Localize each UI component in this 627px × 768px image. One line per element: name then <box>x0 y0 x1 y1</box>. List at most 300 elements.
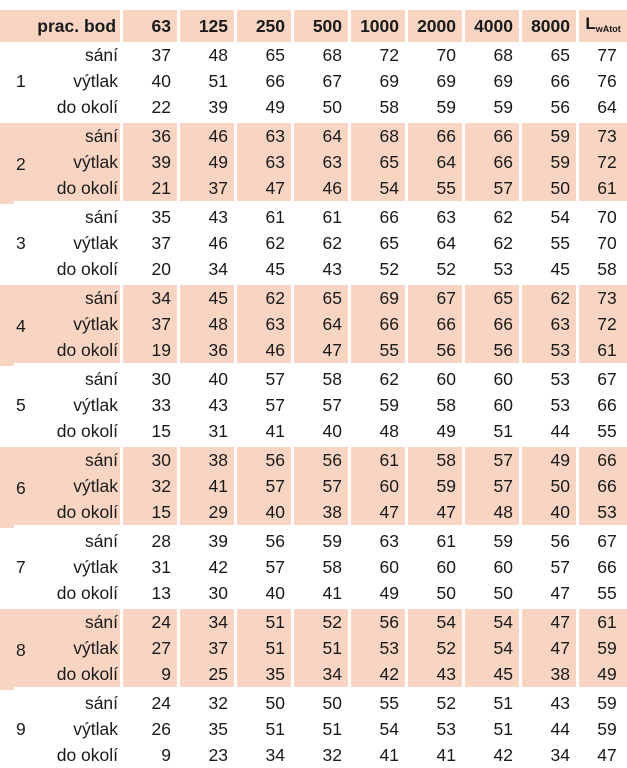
table-row <box>0 661 627 690</box>
band-level-4000: 56 <box>462 337 519 366</box>
band-level-63: 24 <box>120 606 177 635</box>
band-level-500: 32 <box>291 742 348 768</box>
band-level-250: 46 <box>234 337 291 366</box>
band-level-2000: 66 <box>405 311 462 337</box>
measurement-point-group-6 <box>0 444 627 528</box>
band-level-250: 50 <box>234 690 291 716</box>
header-band-1000: 1000 <box>348 10 405 42</box>
measurement-mode: výtlak <box>73 395 119 415</box>
band-level-63: 36 <box>120 120 177 149</box>
band-level-1000: 49 <box>348 580 405 606</box>
table-row <box>0 635 627 661</box>
measurement-point-group-9 <box>0 690 627 768</box>
table-row <box>0 742 627 768</box>
band-level-250: 63 <box>234 149 291 175</box>
band-level-500: 47 <box>291 337 348 366</box>
measurement-mode: výtlak <box>73 719 119 739</box>
band-level-250: 63 <box>234 311 291 337</box>
measurement-point-number: 3 <box>16 233 26 253</box>
band-level-125: 48 <box>177 311 234 337</box>
band-level-2000: 41 <box>405 742 462 768</box>
band-level-8000: 62 <box>519 282 576 311</box>
band-level-250: 56 <box>234 528 291 554</box>
band-level-250: 65 <box>234 42 291 68</box>
band-level-4000: 51 <box>462 716 519 742</box>
band-level-125: 41 <box>177 473 234 499</box>
band-level-4000: 48 <box>462 499 519 528</box>
measurement-mode: výtlak <box>14 635 120 661</box>
band-level-63: 33 <box>120 392 177 418</box>
total-level: 59 <box>576 690 627 716</box>
band-level-4000: 60 <box>462 392 519 418</box>
band-level-2000: 60 <box>405 366 462 392</box>
band-level-2000: 55 <box>405 175 462 204</box>
measurement-mode: výtlak <box>14 149 120 175</box>
total-level: 77 <box>576 42 627 68</box>
band-level-250: 51 <box>234 606 291 635</box>
band-level-2000: 52 <box>405 256 462 282</box>
measurement-point-group-3 <box>0 204 627 282</box>
band-level-125: 32 <box>177 690 234 716</box>
measurement-mode: výtlak <box>73 71 119 91</box>
band-level-8000: 53 <box>519 337 576 366</box>
band-level-500: 58 <box>291 366 348 392</box>
band-level-500: 51 <box>291 716 348 742</box>
band-level-2000: 64 <box>405 149 462 175</box>
measurement-mode: výtlak <box>73 233 119 253</box>
band-level-8000: 65 <box>519 42 576 68</box>
band-level-250: 57 <box>234 392 291 418</box>
band-level-1000: 55 <box>348 337 405 366</box>
band-level-8000: 47 <box>519 635 576 661</box>
band-level-125: 30 <box>177 580 234 606</box>
band-level-1000: 61 <box>348 444 405 473</box>
band-level-125: 49 <box>177 149 234 175</box>
table-row <box>0 366 627 392</box>
band-level-8000: 55 <box>519 230 576 256</box>
measurement-point-number: 7 <box>16 557 26 577</box>
band-level-1000: 60 <box>348 554 405 580</box>
band-level-8000: 53 <box>519 392 576 418</box>
band-level-2000: 49 <box>405 418 462 444</box>
band-level-500: 56 <box>291 444 348 473</box>
band-level-2000: 52 <box>405 690 462 716</box>
band-level-4000: 54 <box>462 606 519 635</box>
total-level: 59 <box>576 635 627 661</box>
band-level-8000: 38 <box>519 661 576 690</box>
band-level-63: 9 <box>120 661 177 690</box>
band-level-8000: 54 <box>519 204 576 230</box>
band-level-250: 51 <box>234 716 291 742</box>
band-level-250: 62 <box>234 282 291 311</box>
band-level-125: 46 <box>177 120 234 149</box>
total-level: 66 <box>576 444 627 473</box>
band-level-8000: 44 <box>519 716 576 742</box>
band-level-125: 25 <box>177 661 234 690</box>
band-level-63: 13 <box>120 580 177 606</box>
band-level-500: 63 <box>291 149 348 175</box>
band-level-2000: 56 <box>405 337 462 366</box>
total-level: 76 <box>576 68 627 94</box>
measurement-mode: výtlak <box>14 311 120 337</box>
measurement-mode: sání <box>84 693 119 713</box>
band-level-1000: 42 <box>348 661 405 690</box>
band-level-125: 29 <box>177 499 234 528</box>
band-level-4000: 59 <box>462 94 519 120</box>
table-row <box>0 204 627 230</box>
band-level-8000: 47 <box>519 580 576 606</box>
band-level-500: 46 <box>291 175 348 204</box>
band-level-4000: 57 <box>462 473 519 499</box>
table-row <box>0 175 627 204</box>
band-level-2000: 58 <box>405 392 462 418</box>
band-level-8000: 43 <box>519 690 576 716</box>
band-level-250: 41 <box>234 418 291 444</box>
band-level-4000: 66 <box>462 149 519 175</box>
measurement-mode: do okolí <box>56 583 119 603</box>
measurement-mode: do okolí <box>14 499 120 528</box>
table-row <box>0 473 627 499</box>
band-level-8000: 50 <box>519 175 576 204</box>
table-row <box>0 444 627 473</box>
header-total-subscript: wAtot <box>595 24 621 34</box>
measurement-point-number: 8 <box>0 606 14 690</box>
table-row <box>0 690 627 716</box>
band-level-8000: 34 <box>519 742 576 768</box>
band-level-250: 34 <box>234 742 291 768</box>
band-level-500: 34 <box>291 661 348 690</box>
band-level-1000: 56 <box>348 606 405 635</box>
total-level: 67 <box>576 528 627 554</box>
band-level-500: 51 <box>291 635 348 661</box>
band-level-500: 41 <box>291 580 348 606</box>
band-level-1000: 54 <box>348 175 405 204</box>
band-level-4000: 62 <box>462 204 519 230</box>
band-level-250: 57 <box>234 473 291 499</box>
band-level-8000: 59 <box>519 120 576 149</box>
band-level-500: 50 <box>291 94 348 120</box>
band-level-4000: 42 <box>462 742 519 768</box>
band-level-4000: 66 <box>462 311 519 337</box>
band-level-500: 64 <box>291 311 348 337</box>
band-level-2000: 60 <box>405 554 462 580</box>
total-level: 55 <box>576 580 627 606</box>
band-level-500: 67 <box>291 68 348 94</box>
band-level-125: 35 <box>177 716 234 742</box>
band-level-8000: 57 <box>519 554 576 580</box>
band-level-8000: 56 <box>519 94 576 120</box>
band-level-125: 43 <box>177 392 234 418</box>
band-level-1000: 68 <box>348 120 405 149</box>
band-level-125: 37 <box>177 175 234 204</box>
total-level: 59 <box>576 716 627 742</box>
measurement-mode: do okolí <box>14 661 120 690</box>
band-level-125: 39 <box>177 528 234 554</box>
total-level: 66 <box>576 392 627 418</box>
band-level-63: 26 <box>120 716 177 742</box>
band-level-63: 15 <box>120 499 177 528</box>
band-level-4000: 57 <box>462 175 519 204</box>
band-level-125: 43 <box>177 204 234 230</box>
band-level-4000: 51 <box>462 418 519 444</box>
band-level-4000: 50 <box>462 580 519 606</box>
measurement-point-group-5 <box>0 366 627 444</box>
band-level-4000: 45 <box>462 661 519 690</box>
band-level-63: 37 <box>120 230 177 256</box>
band-level-250: 63 <box>234 120 291 149</box>
band-level-250: 47 <box>234 175 291 204</box>
table-row <box>0 282 627 311</box>
measurement-mode: sání <box>84 207 119 227</box>
measurement-mode: výtlak <box>73 557 119 577</box>
header-band-500: 500 <box>291 10 348 42</box>
total-level: 72 <box>576 149 627 175</box>
band-level-1000: 65 <box>348 149 405 175</box>
table-row <box>0 68 627 94</box>
total-level: 66 <box>576 473 627 499</box>
band-level-2000: 70 <box>405 42 462 68</box>
total-level: 53 <box>576 499 627 528</box>
total-level: 73 <box>576 282 627 311</box>
band-level-4000: 69 <box>462 68 519 94</box>
band-level-250: 51 <box>234 635 291 661</box>
band-level-500: 50 <box>291 690 348 716</box>
band-level-1000: 63 <box>348 528 405 554</box>
band-level-63: 20 <box>120 256 177 282</box>
band-level-500: 68 <box>291 42 348 68</box>
table-row <box>0 418 627 444</box>
band-level-8000: 53 <box>519 366 576 392</box>
total-level: 70 <box>576 230 627 256</box>
band-level-1000: 41 <box>348 742 405 768</box>
band-level-63: 37 <box>120 42 177 68</box>
table-row <box>0 580 627 606</box>
total-level: 67 <box>576 366 627 392</box>
band-level-4000: 53 <box>462 256 519 282</box>
band-level-2000: 69 <box>405 68 462 94</box>
band-level-500: 65 <box>291 282 348 311</box>
header-band-250: 250 <box>234 10 291 42</box>
table-row <box>0 42 627 68</box>
measurement-mode: do okolí <box>56 259 119 279</box>
measurement-mode: do okolí <box>14 337 120 366</box>
measurement-point-number: 4 <box>0 282 14 366</box>
total-level: 66 <box>576 554 627 580</box>
band-level-250: 57 <box>234 366 291 392</box>
header-row <box>0 10 627 42</box>
band-level-4000: 51 <box>462 690 519 716</box>
band-level-8000: 63 <box>519 311 576 337</box>
band-level-8000: 59 <box>519 149 576 175</box>
band-level-63: 22 <box>120 94 177 120</box>
band-level-4000: 59 <box>462 528 519 554</box>
band-level-2000: 59 <box>405 473 462 499</box>
measurement-mode: sání <box>84 45 119 65</box>
band-level-125: 36 <box>177 337 234 366</box>
measurement-point-group-2 <box>0 120 627 204</box>
band-level-500: 64 <box>291 120 348 149</box>
header-band-4000: 4000 <box>462 10 519 42</box>
band-level-63: 39 <box>120 149 177 175</box>
band-level-8000: 66 <box>519 68 576 94</box>
band-level-500: 52 <box>291 606 348 635</box>
band-level-250: 49 <box>234 94 291 120</box>
band-level-1000: 52 <box>348 256 405 282</box>
header-point-label: prac. bod <box>0 10 120 42</box>
band-level-125: 23 <box>177 742 234 768</box>
band-level-250: 62 <box>234 230 291 256</box>
band-level-2000: 54 <box>405 606 462 635</box>
band-level-500: 62 <box>291 230 348 256</box>
total-level: 47 <box>576 742 627 768</box>
band-level-1000: 62 <box>348 366 405 392</box>
header-band-8000: 8000 <box>519 10 576 42</box>
band-level-8000: 50 <box>519 473 576 499</box>
measurement-point-number: 6 <box>0 444 14 528</box>
measurement-point-group-1 <box>0 42 627 120</box>
table-row <box>0 392 627 418</box>
band-level-500: 57 <box>291 392 348 418</box>
table-row <box>0 606 627 635</box>
measurement-mode: výtlak <box>14 473 120 499</box>
band-level-250: 57 <box>234 554 291 580</box>
band-level-1000: 69 <box>348 282 405 311</box>
total-level: 61 <box>576 606 627 635</box>
header-band-125: 125 <box>177 10 234 42</box>
band-level-4000: 60 <box>462 366 519 392</box>
band-level-1000: 55 <box>348 690 405 716</box>
table-row <box>0 256 627 282</box>
band-level-125: 38 <box>177 444 234 473</box>
measurement-mode: do okolí <box>56 421 119 441</box>
sound-power-table <box>0 10 627 768</box>
band-level-2000: 50 <box>405 580 462 606</box>
total-level: 61 <box>576 337 627 366</box>
header-total-level <box>576 10 627 42</box>
band-level-1000: 59 <box>348 392 405 418</box>
measurement-mode: do okolí <box>56 97 119 117</box>
band-level-8000: 56 <box>519 528 576 554</box>
band-level-63: 19 <box>120 337 177 366</box>
table-row <box>0 230 627 256</box>
measurement-mode: sání <box>14 120 120 149</box>
band-level-500: 59 <box>291 528 348 554</box>
table-row <box>0 337 627 366</box>
band-level-4000: 54 <box>462 635 519 661</box>
band-level-250: 35 <box>234 661 291 690</box>
band-level-1000: 66 <box>348 311 405 337</box>
band-level-500: 58 <box>291 554 348 580</box>
band-level-4000: 62 <box>462 230 519 256</box>
band-level-1000: 69 <box>348 68 405 94</box>
band-level-2000: 58 <box>405 444 462 473</box>
band-level-250: 66 <box>234 68 291 94</box>
measurement-point-number: 5 <box>16 395 26 415</box>
band-level-1000: 58 <box>348 94 405 120</box>
band-level-4000: 65 <box>462 282 519 311</box>
header-band-2000: 2000 <box>405 10 462 42</box>
total-level: 49 <box>576 661 627 690</box>
band-level-2000: 47 <box>405 499 462 528</box>
total-level: 72 <box>576 311 627 337</box>
measurement-point-number: 9 <box>16 719 26 739</box>
band-level-125: 40 <box>177 366 234 392</box>
band-level-63: 24 <box>120 690 177 716</box>
band-level-4000: 68 <box>462 42 519 68</box>
band-level-2000: 59 <box>405 94 462 120</box>
band-level-125: 46 <box>177 230 234 256</box>
table-row <box>0 528 627 554</box>
band-level-63: 27 <box>120 635 177 661</box>
band-level-8000: 44 <box>519 418 576 444</box>
band-level-63: 15 <box>120 418 177 444</box>
measurement-mode: do okolí <box>14 175 120 204</box>
band-level-500: 61 <box>291 204 348 230</box>
band-level-125: 31 <box>177 418 234 444</box>
band-level-63: 40 <box>120 68 177 94</box>
band-level-500: 38 <box>291 499 348 528</box>
total-level: 73 <box>576 120 627 149</box>
measurement-mode: sání <box>14 606 120 635</box>
band-level-2000: 63 <box>405 204 462 230</box>
band-level-1000: 48 <box>348 418 405 444</box>
table-header <box>0 10 627 42</box>
measurement-point-group-8 <box>0 606 627 690</box>
band-level-8000: 45 <box>519 256 576 282</box>
measurement-mode: sání <box>84 369 119 389</box>
band-level-250: 56 <box>234 444 291 473</box>
band-level-8000: 49 <box>519 444 576 473</box>
table-row <box>0 554 627 580</box>
band-level-125: 42 <box>177 554 234 580</box>
band-level-2000: 43 <box>405 661 462 690</box>
measurement-mode: sání <box>14 444 120 473</box>
band-level-1000: 60 <box>348 473 405 499</box>
band-level-63: 30 <box>120 366 177 392</box>
band-level-250: 40 <box>234 580 291 606</box>
band-level-4000: 66 <box>462 120 519 149</box>
measurement-point-group-4 <box>0 282 627 366</box>
band-level-63: 35 <box>120 204 177 230</box>
table-row <box>0 120 627 149</box>
band-level-63: 28 <box>120 528 177 554</box>
band-level-2000: 64 <box>405 230 462 256</box>
band-level-1000: 54 <box>348 716 405 742</box>
band-level-500: 43 <box>291 256 348 282</box>
band-level-500: 57 <box>291 473 348 499</box>
band-level-1000: 53 <box>348 635 405 661</box>
total-level: 70 <box>576 204 627 230</box>
band-level-2000: 53 <box>405 716 462 742</box>
measurement-mode: do okolí <box>56 745 119 765</box>
band-level-1000: 72 <box>348 42 405 68</box>
measurement-mode: sání <box>14 282 120 311</box>
total-level: 55 <box>576 418 627 444</box>
band-level-4000: 60 <box>462 554 519 580</box>
band-level-1000: 65 <box>348 230 405 256</box>
band-level-2000: 67 <box>405 282 462 311</box>
band-level-8000: 40 <box>519 499 576 528</box>
band-level-125: 34 <box>177 256 234 282</box>
band-level-63: 21 <box>120 175 177 204</box>
band-level-250: 45 <box>234 256 291 282</box>
band-level-125: 45 <box>177 282 234 311</box>
band-level-125: 34 <box>177 606 234 635</box>
band-level-63: 31 <box>120 554 177 580</box>
measurement-point-number: 1 <box>16 71 26 91</box>
band-level-125: 39 <box>177 94 234 120</box>
measurement-mode: sání <box>84 531 119 551</box>
